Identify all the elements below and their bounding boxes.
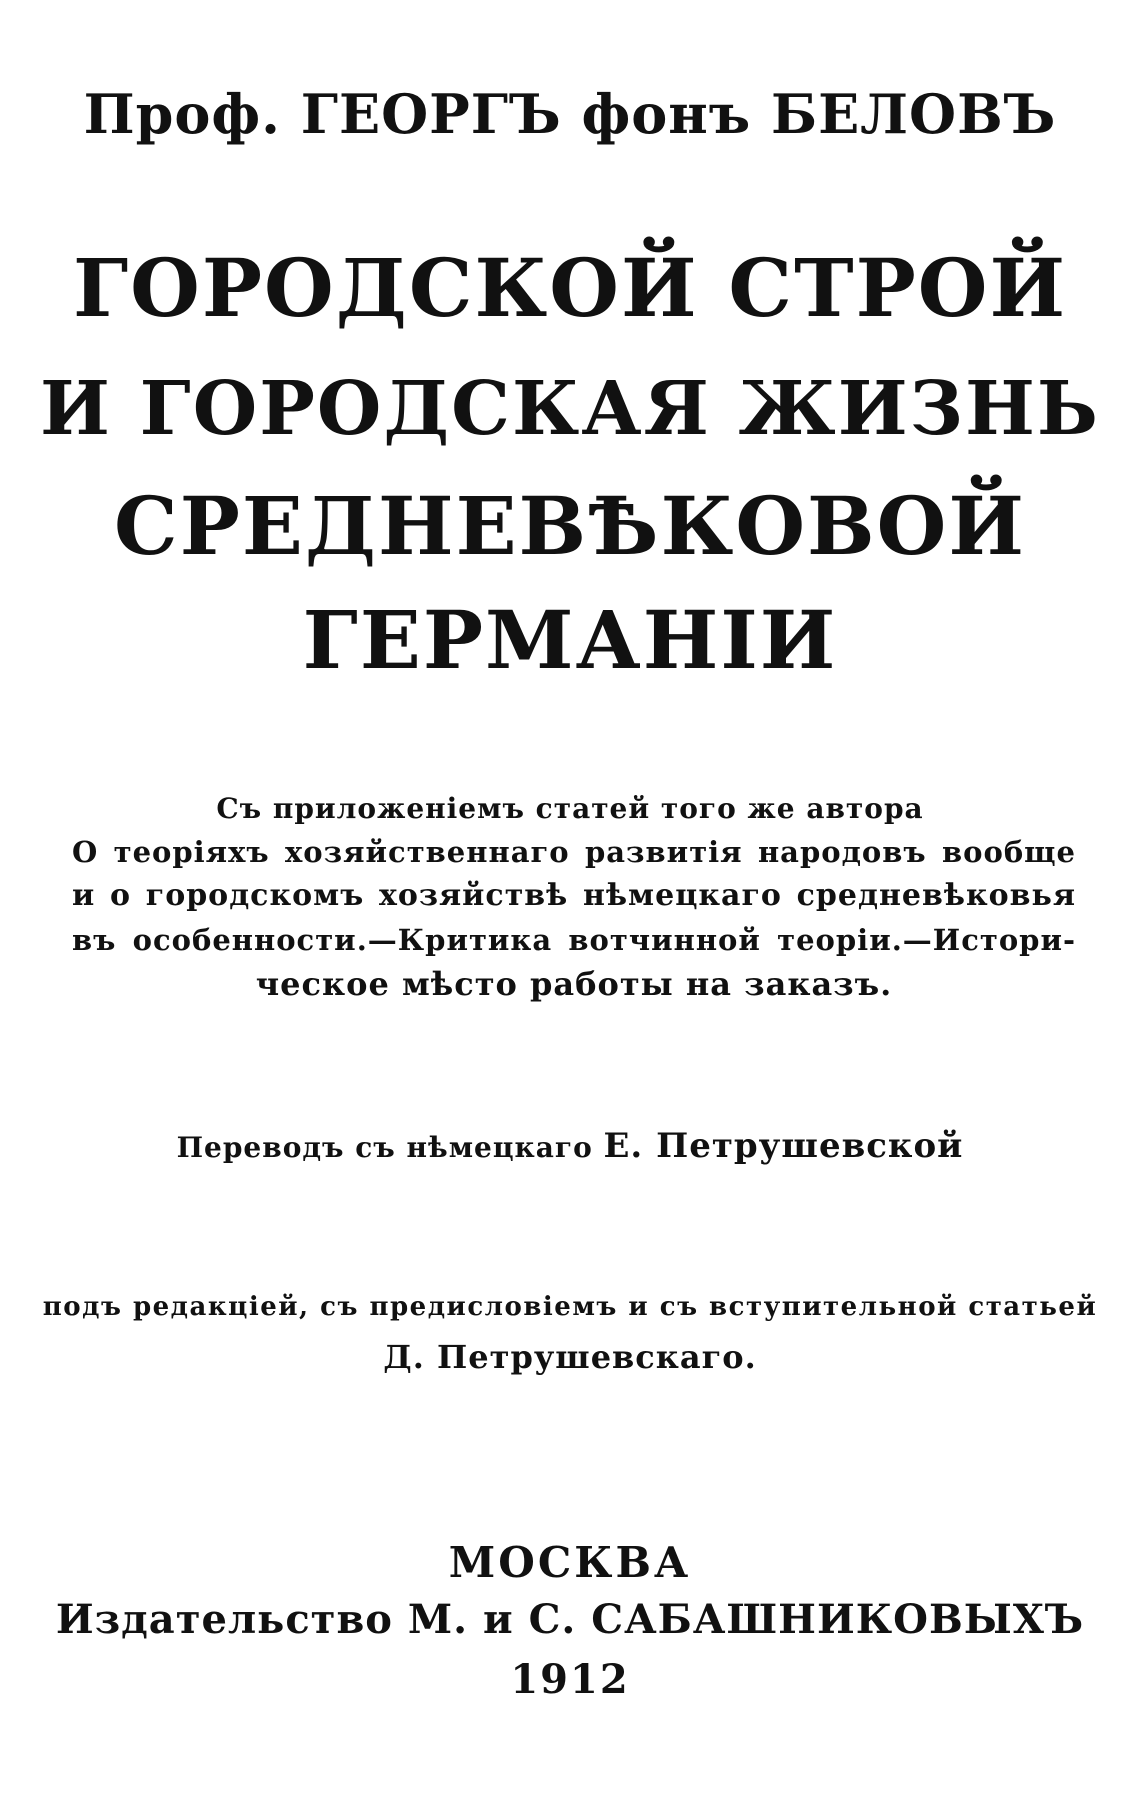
book-title-line-4: ГЕРМАНІИ — [302, 593, 838, 687]
appendix-intro: Съ приложеніемъ статей того же автора — [216, 792, 924, 825]
appendix-line-3: въ особенности.—Критика вотчинной теоріи.—Истори- — [72, 923, 1076, 957]
publisher: Издательство М. и С. САБАШНИКОВЫХЪ — [55, 1596, 1085, 1643]
translation-prefix: Переводъ съ нѣмецкаго — [176, 1131, 593, 1164]
editorial-line: подъ редакціей, съ предисловіемъ и съ вступительной статьей — [42, 1292, 1098, 1322]
book-title-line-3: СРЕДНЕВѢКОВОЙ — [114, 479, 1026, 573]
appendix-line-1: О теоріяхъ хозяйственнаго развитія народовъ вообще — [72, 835, 1076, 869]
editor-name: Д. Петрушевскаго. — [383, 1338, 757, 1376]
author-line: Проф. ГЕОРГЪ фонъ БЕЛОВЪ — [83, 82, 1057, 146]
publication-city: МОСКВА — [448, 1538, 692, 1587]
publication-year: 1912 — [510, 1656, 630, 1703]
appendix-line-4: ческое мѣсто работы на заказъ. — [255, 965, 893, 1003]
book-title-line-1: ГОРОДСКОЙ СТРОЙ — [72, 241, 1068, 335]
translator-name: Е. Петрушевской — [603, 1126, 964, 1166]
book-title-line-2: И ГОРОДСКАЯ ЖИЗНЬ — [40, 366, 1100, 452]
appendix-essays — [72, 830, 1076, 1006]
appendix-line-2: и о городскомъ хозяйствѣ нѣмецкаго средневѣковья — [72, 878, 1076, 913]
translator-line — [0, 1126, 1140, 1166]
